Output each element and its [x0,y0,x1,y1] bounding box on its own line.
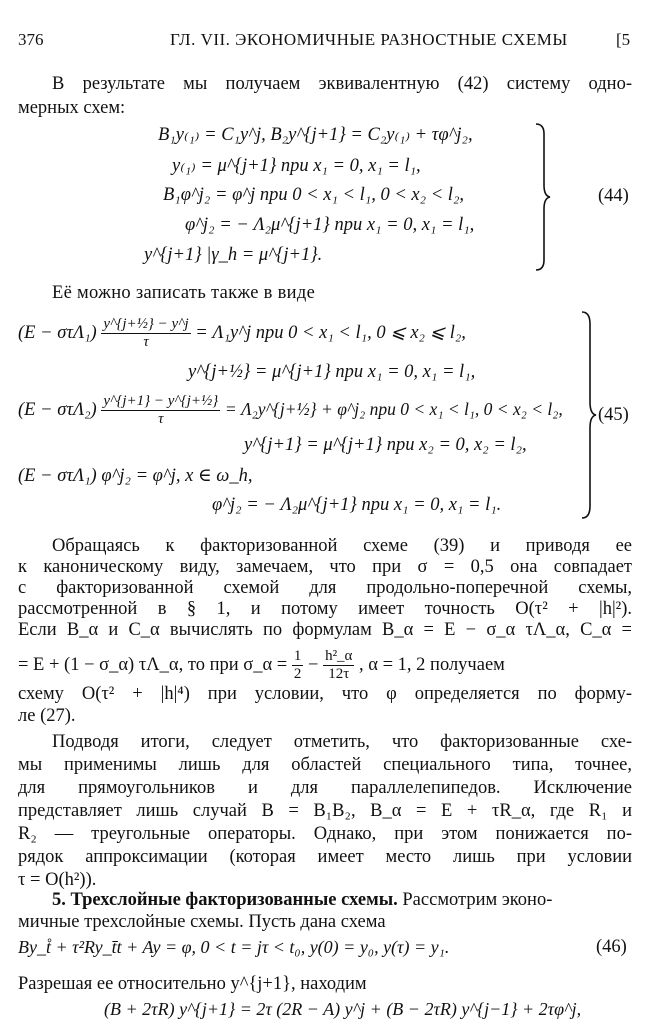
p2-line-4: представляет лишь случай B = B₁B₂, B_α = E + τR_α, где R₁ и [18,801,632,821]
section-5-line-2: мичные трехслойные схемы. Пусть дана схема [18,912,386,932]
p1-line-7: схему O(τ² + |h|⁴) при условии, что φ определяется по форму- [18,684,632,704]
eq45-l1-operator: (E − στΛ₁) [18,322,97,343]
eq46-body: By_t̊ + τ²Ry_t̄t + Ay = φ, 0 < t = jτ < t₀, y(0) = y₀, y(τ) = y₁. [18,937,450,957]
p1-line-6 [18,648,632,683]
section-mark: [5 [616,30,631,49]
p1-line-8: ле (27). [18,706,76,726]
p1-line-4: рассмотренной в § 1, и потому имеет точность O(τ² + |h|²). [18,599,632,619]
p1-line-6-left: = E + (1 − σ_α) τΛ_α, то при σ_α = [18,654,288,675]
eq45-l1-fraction [101,316,190,351]
p2-line-2: мы применимы лишь для областей специального типа, точнее, [18,755,632,775]
eq44-right-brace [532,122,552,272]
h-denominator: 12τ [328,666,350,682]
p1-line-5: Если B_α и C_α вычислять по формулам B_α = E − σ_α τΛ_α, C_α = [18,620,632,640]
minus-sign: − [308,654,319,675]
intro-line-2: мерных схем: [18,98,126,118]
eq45-l1-denominator: τ [143,334,149,350]
section-5-title: 5. Трехслойные факторизованные схемы. [52,890,398,910]
half-numerator: 1 [293,648,302,664]
eq45-l1-rhs: = Λ₁y^j при 0 < x₁ < l₁, 0 ⩽ x₂ ⩽ l₂, [195,322,466,343]
section-5-line-1: Рассмотрим эконо- [397,890,553,910]
p2-line-7: τ = O(h²)). [18,870,97,890]
eq44-line-4: φ^j₂ = − Λ₂μ^{j+1} при x₁ = 0, x₁ = l₁, [185,215,475,235]
intro-line-1: В результате мы получаем эквивалентную (42) систему одно- [52,74,632,94]
eq-last-body: (B + 2τR) y^{j+1} = 2τ (2R − A) y^j + (B − 2τR) y^{j−1} + 2τφ^j, [104,999,582,1019]
p2-line-5: R₂ — треугольные операторы. Однако, при этом понижается по- [18,824,632,844]
eq45-l3-operator: (E − στΛ₂) [18,399,97,420]
sigma-fraction-half [292,648,304,683]
eq45-l3-numerator: y^{j+1} − y^{j+½} [103,393,219,409]
p1-line-1: Обращаясь к факторизованной схеме (39) и приводя ее [52,536,632,556]
eq45-line-5: (E − στΛ₁) φ^j₂ = φ^j, x ∈ ω_h, [18,466,253,486]
eq45-line-2: y^{j+½} = μ^{j+1} при x₁ = 0, x₁ = l₁, [188,362,476,382]
eq44-line-2: y₍₁₎ = μ^{j+1} при x₁ = 0, x₁ = l₁, [172,156,421,176]
p2-line-6: рядок аппроксимации (которая имеет место лишь при условии [18,847,632,867]
eq45-line-3 [18,393,563,428]
page-number: 376 [18,30,44,49]
sigma-fraction-h [323,648,354,683]
eq45-right-brace [578,310,598,520]
eq45-l1-numerator: y^{j+½} − y^j [103,316,189,332]
eq45-line-4: y^{j+1} = μ^{j+1} при x₂ = 0, x₂ = l₂, [244,435,527,455]
eq45-line-6: φ^j₂ = − Λ₂μ^{j+1} при x₁ = 0, x₁ = l₁. [212,495,502,515]
eq45-number: (45) [598,405,629,425]
eq44-number: (44) [598,186,629,206]
half-denominator: 2 [293,666,302,682]
eq45-l3-rhs: = Λ₂y^{j+½} + φ^j₂ при 0 < x₁ < l₁, 0 < x₂ < l₂, [224,398,563,419]
p1-line-3: с факторизованной схемой для продольно-поперечной схемы, [18,578,632,598]
p2-line-1: Подводя итоги, следует отметить, что факторизованные схе- [52,732,632,752]
eq46-number: (46) [596,937,627,957]
p1-line-6-right: , α = 1, 2 получаем [359,654,505,675]
also-form-line: Её можно записать также в виде [52,283,316,303]
h-numerator: h²_α [325,648,353,664]
eq45-line-1 [18,316,466,351]
eq44-line-5: y^{j+1} |γ_h = μ^{j+1}. [144,245,323,265]
eq45-l3-fraction [101,393,220,428]
eq45-l3-denominator: τ [158,411,164,427]
p2-line-3: для прямоугольников и для параллелепипедов. Исключение [18,778,632,798]
eq44-line-1: B₁y₍₁₎ = C₁y^j, B₂y^{j+1} = C₂y₍₁₎ + τφ^j₂, [158,125,473,145]
resolve-line: Разрешая ее относительно y^{j+1}, находим [18,974,367,994]
eq44-line-3: B₁φ^j₂ = φ^j при 0 < x₁ < l₁, 0 < x₂ < l₂, [163,185,464,205]
p1-line-2: к каноническому виду, замечаем, что при σ = 0,5 она совпадает [18,557,632,577]
running-title: ГЛ. VII. ЭКОНОМИЧНЫЕ РАЗНОСТНЫЕ СХЕМЫ [170,30,568,49]
